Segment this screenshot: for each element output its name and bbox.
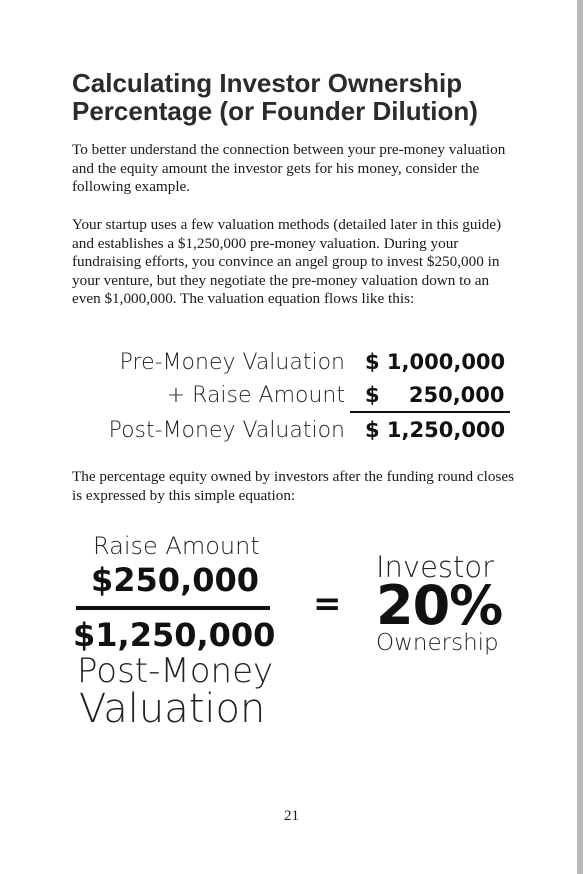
pre-money-label: Pre-Money Valuation: [119, 350, 345, 375]
numerator-label: Raise Amount: [93, 532, 260, 560]
post-money-label: Post-Money Valuation: [108, 418, 345, 443]
page-edge-shadow: [577, 0, 583, 874]
equals-sign: =: [313, 584, 342, 624]
sum-divider-line: [350, 411, 510, 413]
section-heading: Calculating Investor Ownership Percentage (or Founder Dilution): [72, 68, 478, 126]
example-paragraph: Your startup uses a few valuation methods (detailed later in this guide) and establishes a $1,250,000 pre-money valuation. During your fundraising efforts, you convince an angel group to invest $250,000 in your venture, but they negotiate the pre-money valuation down to an even $1,000,000. The valuation equation flows like this:: [72, 216, 502, 307]
page-number: 21: [284, 808, 299, 824]
denominator-value: $1,250,000: [73, 616, 276, 654]
intro-paragraph: To better understand the connection between your pre-money valuation and the equity amount the investor gets for his money, consider the following example.: [72, 141, 506, 195]
raise-amount-value: $ 250,000: [365, 383, 505, 407]
result-suffix: Ownership: [376, 630, 499, 656]
result-label: Investor: [376, 550, 495, 584]
numerator-value: $250,000: [91, 561, 260, 599]
equation-intro-paragraph: The percentage equity owned by investors after the funding round closes is expressed by this simple equation:: [72, 468, 514, 504]
result-percentage: 20%: [376, 574, 503, 637]
denominator-label-line1: Post-Money: [77, 651, 274, 691]
pre-money-amount: $ 1,000,000: [365, 350, 506, 374]
denominator-label-line2: Valuation: [79, 686, 266, 732]
post-money-amount: $ 1,250,000: [365, 418, 506, 442]
fraction-bar: [76, 606, 270, 610]
raise-amount-label: + Raise Amount: [166, 383, 345, 408]
